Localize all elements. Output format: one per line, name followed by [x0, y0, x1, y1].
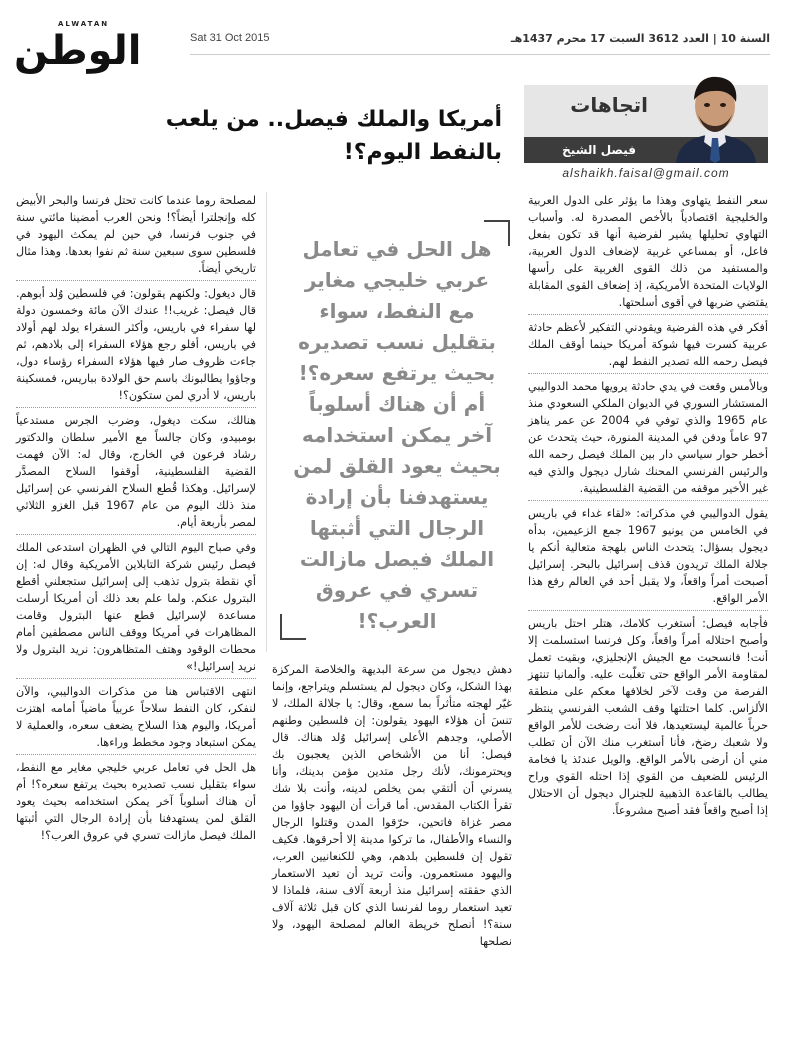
logo-arabic: الوطن [14, 28, 142, 74]
article-column-right [528, 192, 768, 819]
paragraph-divider [528, 500, 768, 501]
article-column-middle [272, 661, 512, 950]
paragraph-divider [16, 678, 256, 679]
paragraph: قال ديغول: ولكنهم يقولون: في فلسطين وُلد أبوهم. قال فيصل: غريب!! عندك الآن مائة وخمسون دولة لها سفراء في باريس، وأكثر السفراء يولد لهم أولاد في باريس، أفلو رجع هؤلاء السفراء إلى بلادهم، ثم جاءت ظروف صار فيها هؤلاء السفراء رؤساء دول، وجاؤوا يطالبونك باسم حق الولادة بباريس، فمسكينة باريس، لا أدري لمن ستكون؟! [16, 287, 256, 402]
date-english: Sat 31 Oct 2015 [190, 32, 270, 44]
paragraph: يقول الدواليبي في مذكراته: «لقاء غداء في باريس في الخامس من يونيو 1967 جمع الزعيمين، بدأه ديجول بسؤال: يتحدث الناس بلهجة متعالية أنكم يا جلالة الملك تريدون قذف إسرائيل بالبحر. إسرائيل أصبحت أمراً واقعاً، ولا يقبل أحد في العالم رفع هذا الأمر الواقع. [528, 507, 768, 605]
paragraph: انتهى الاقتباس هنا من مذكرات الدواليبي، والآن لنفكر، كان النفط سلاحاً عربياً ماضياً أمامه اهتزت أمريكا، واليوم هذا السلاح يضعف سعره، والعملية لا يمكن استبعاد وجود مخطط وراءها. [16, 685, 256, 749]
paragraph: أفكر في هذه الفرضية ويقودني التفكير لأعظم حادثة عربية كسرت فيها شوكة أمريكا حينما أوقف الملك فيصل رحمه الله تصدير النفط لهم. [528, 321, 768, 368]
paragraph-divider [16, 534, 256, 535]
author-portrait [662, 70, 768, 163]
newspaper-logo[interactable] [14, 20, 174, 80]
paragraph-divider [528, 610, 768, 611]
dateline [190, 32, 770, 48]
paragraph-divider [16, 407, 256, 408]
article-column-left [16, 192, 256, 844]
paragraph-divider [16, 280, 256, 281]
paragraph: هنالك، سكت ديغول، وضرب الجرس مستدعياً بومبيدو، وكان جالساً مع الأمير سلطان والدكتور رشاد فرعون في الخارج، وقال له: الآن فهمت القضية الفلسطينية، أوقفوا السلاح المصدَّر لإسرائيل. وهكذا قُطع السلاح الفرنسي عن إسرائيل منذ ذلك اليوم من عام 1967 قبل الغزو الثلاثي لمصر بأربعة أيام. [16, 414, 256, 529]
paragraph: هل الحل في تعامل عربي خليجي مغاير مع النفط، سواء بتقليل نسب تصديره بحيث يرتفع سعره؟! أم أن هناك أسلوباً آخر يمكن استخدامه بحيث يعود القلق لمن يستهدفنا بأن إرادة الرجال التي أثبتها الملك فيصل مازالت تسري في عروق العرب؟! [16, 761, 256, 842]
paragraph-divider [528, 314, 768, 315]
issue-info: السنة 10 | العدد 3612 السبت 17 محرم 1437هـ [510, 32, 770, 45]
paragraph: لمصلحة روما عندما كانت تحتل فرنسا والبحر الأبيض كله وإنجلترا أيضاً؟! ونحن العرب أمضينا مائتي سنة في جنوب فرنسا، في حين لم يمكث اليهود في فلسطين سوى سبعين سنة ثم نفوا بعدها. وهذا مثال تاريخي أيضاً. [16, 194, 256, 275]
paragraph-divider [16, 754, 256, 755]
paragraph: وفي صباح اليوم التالي في الظهران استدعى الملك فيصل رئيس شركة التابلاين الأمريكية وقال له: إن أي نقطة بترول تذهب إلى إسرائيل ستجعلني أقطع البترول عنكم. ولما علم بعد ذلك أن أمريكا أرسلت مساعدة لإسرائيل قطع عنها البترول وقامت المظاهرات في أمريكا ووقف الناس مصطفين أمام محطات الوقود وهتف المتظاهرون: نريد البترول ولا نريد إسرائيل!» [16, 541, 256, 673]
paragraph: وبالأمس وقعت في يدي حادثة يرويها محمد الدواليبي المستشار السوري في الديوان الملكي السعودي منذ عام 1965 والذي توفي في 2004 عن عمر يناهز 97 عاماً ودفن في المدينة المنورة، حيث يتحدث عن أخطر حوار سياسي دار بين الملك فيصل رحمه الله والرئيس الفرنسي المحنك شارل ديجول والذي فيه غير الأخير موقفه من القضية الفلسطينية. [528, 380, 768, 495]
quote-corner-bottom-left [280, 614, 306, 640]
article-headline: أمريكا والملك فيصل.. من يلعب بالنفط اليوم؟! [165, 107, 502, 165]
author-email[interactable]: alshaikh.faisal@gmail.com [562, 166, 730, 180]
author-name: فيصل الشيخ [524, 137, 768, 163]
logo-latin: ALWATAN [58, 20, 110, 28]
pull-quote [280, 220, 510, 640]
masthead-divider [190, 54, 770, 55]
paragraph: فأجابه فيصل: أستغرب كلامك، هتلر احتل باريس وأصبح احتلاله أمراً واقعاً، وكل فرنسا استسلمت إلا أنت! فانسحبت مع الجيش الإنجليزي، وبقيت تعمل لمقاومة الأمر الواقع حتى تغلّبت عليه. وألمانيا تنتهز الفرصة من وقت لآخر لخلافها معكم على منطقة الألزاس. كلما احتلتها وقف الشعب الفرنسي ينتظر حرباً عالمية ليستعيدها، فلا أنت رضخت للأمر الواقع ولا شعبك رضخ، فأنا أستغرب منك الآن أن تطلب مني أن أرضى بالأمر الواقع. والويل عندئذ يا فخامة الرئيس للضعيف من القوي إذا احتله القوي وراح يطالب بالقاعدة الذهبية للجنرال ديجول أن الاحتلال إذا أصبح واقعاً فقد أصبح مشروعاً. [528, 617, 768, 817]
column-divider [266, 192, 267, 652]
paragraph: سعر النفط يتهاوى وهذا ما يؤثر على الدول العربية والخليجية اقتصادياً بالأخص المصدرة له. وأسباب التهاوي تحليلها يشير لفرضية أنها قد تكون بفعل فاعل، أو بمساعي غربية لإضعاف الدول العربية، والمستفيد من ذلك القوى الغربية على رأسها الولايات المتحدة الأمريكية، إذ إضعاف القوى المقابلة يقتضي ضربها في أقوى أسلحتها. [528, 194, 768, 309]
paragraph-divider [528, 373, 768, 374]
paragraph: دهش ديجول من سرعة البديهة والخلاصة المركزة بهذا الشكل، وكان ديجول لم يستسلم ويتراجع، وإنما غيّر لهجته متأثراً بما سمع، وقال: يا جلالة الملك، لا تنسَ أن هؤلاء اليهود يقولون: إن فلسطين وطنهم الأصلي، وجدهم الأعلى إسرائيل وُلد هناك. قال فيصل: أنا من الأشخاص الذين يعجبون بك ويحترمونك، لأنك رجل متدين مؤمن بدينك، وأنا يسرني أن ألتقي بمن يخلص لدينه، وأنت بلا شك تقرأ الكتاب المقدس. أما قرأت أن اليهود جاؤوا من مصر غزاة فاتحين، حرّقوا المدن وقتلوا الرجال والنساء والأطفال، ما تركوا مدينة إلا أحرقوها. فكيف تقول إن فلسطين بلدهم، وهي للكنعانيين العرب، واليهود مستعمرون. وأنت تريد أن تعيد الاستعمار الذي حققته إسرائيل منذ أربعة آلاف سنة، فلماذا لا تعيد استعمار روما لفرنسا الذي كان قبل ثلاثة آلاف سنة؟! أنصلح خريطة العالم لمصلحة اليهود، ولا نصلحها [272, 663, 512, 948]
column-rubric: اتجاهات [570, 93, 648, 117]
pull-quote-text: هل الحل في تعامل عربي خليجي مغاير مع النفط، سواء بتقليل نسب تصديره بحيث يرتفع سعره؟! أم أن هناك أسلوباً آخر يمكن استخدامه بحيث يعود القلق لمن يستهدفنا بأن إرادة الرجال التي أثبتها الملك فيصل مازالت تسري في عروق العرب؟! [293, 237, 501, 633]
